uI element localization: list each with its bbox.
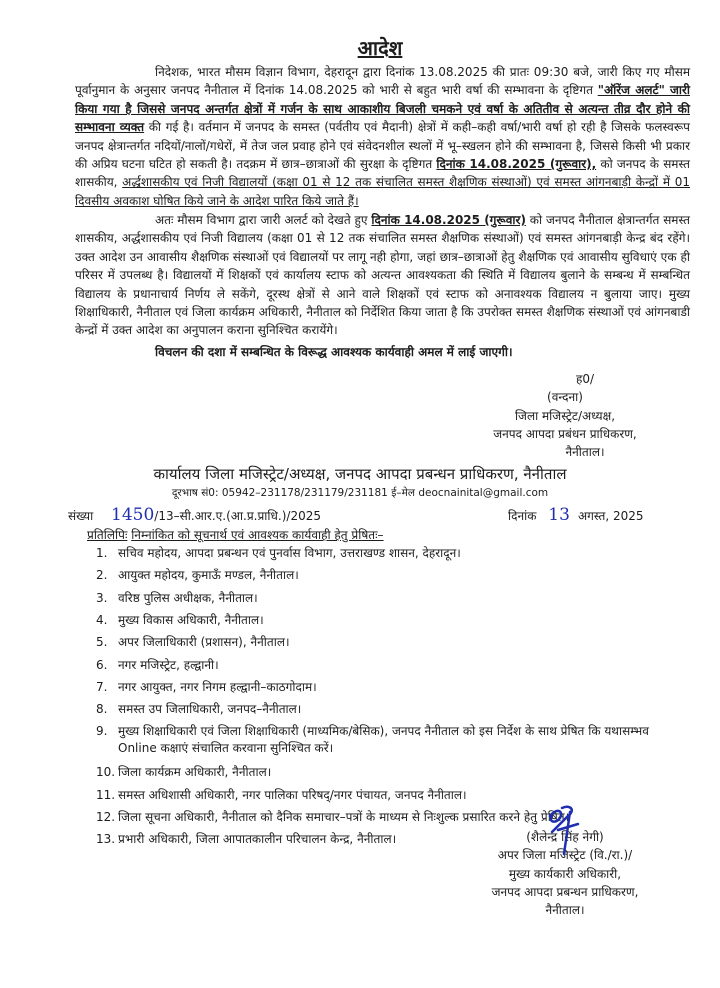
underlined-segment: अर्द्धशासकीय एवं निजी विद्यालयों (कक्षा 01 से 12 तक संचालित समस्त शैक्षणिक संस्थाओं) एवं समस्त आंगनबाड़ी केन्द्रों में 01 दिवसीय अवकाश घोषित किये जाने के आदेश पारित किये जाते हैं।: [75, 175, 690, 208]
signatory-designation: अपर जिला मजिस्ट्रेट (वि./रा.)/: [497, 848, 633, 863]
email-address: deocnainital@gmail.com: [418, 487, 549, 499]
recipient-text: अपर जिलाधिकारी (प्रशासन), नैनीताल।: [118, 635, 290, 650]
recipient-number: 3.: [96, 590, 108, 605]
recipient-item: [96, 723, 686, 757]
recipient-text: वरिष्ठ पुलिस अधीक्षक, नैनीताल।: [118, 590, 258, 605]
copy-label: प्रतिलिपिः: [87, 528, 128, 542]
recipient-item: [96, 764, 686, 781]
underlined-segment: "ऑरेंज अलर्ट" जारी किया गया है जिससे जनपद अन्तर्गत क्षेत्रों में गर्जन के साथ आकाशीय बिजली चमकने एवं वर्षा के अतितीव से अत्यन्त तीव्र दौर होने की सम्भावना व्यक्त: [75, 83, 690, 135]
order-paragraph-2: [75, 211, 690, 340]
recipient-text: मुख्य शिक्षाधिकारी एवं जिला शिक्षाधिकारी (माध्यमिक/बेसिक), जनपद नैनीताल को इस निर्देश के साथ प्रेषित कि यथासम्भव Online कक्षाएं संचालित करवाना सुनिश्चित करें।: [118, 724, 649, 756]
signatory-designation: जिला मजिस्ट्रेट/अध्यक्ष,: [514, 408, 616, 423]
office-heading: कार्यालय जिला मजिस्ट्रेट/अध्यक्ष, जनपद आपदा प्रबन्धन प्राधिकरण, नैनीताल: [153, 465, 567, 483]
recipient-text: सचिव महोदय, आपदा प्रबन्धन एवं पुनर्वास विभाग, उत्तराखण्ड शासन, देहरादून।: [118, 546, 461, 560]
copy-text: निम्नांकित को सूचनार्थ एवं आवश्यक कार्यवाही हेतु प्रेषितः–: [131, 528, 384, 542]
recipient-item: [96, 787, 686, 804]
signatory-place: नैनीताल।: [545, 903, 585, 918]
phone-label: दूरभाष सं0:: [171, 487, 219, 499]
recipient-item: [96, 567, 686, 584]
text-segment: अतः मौसम विभाग द्वारा जारी अलर्ट को देखते हुए: [155, 213, 372, 227]
order-paragraph-1: [75, 63, 690, 210]
recipient-number: 9.: [96, 724, 108, 739]
reference-date: [508, 505, 644, 525]
recipient-item: [96, 701, 686, 718]
recipient-item: [96, 679, 686, 696]
text-segment: को जनपद के समस्त शासकीय,: [75, 157, 690, 190]
recipient-text: प्रभारी अधिकारी, जिला आपातकालीन परिचालन केन्द्र, नैनीताल।: [118, 832, 397, 847]
recipient-text: समस्त अधिशासी अधिकारी, नगर पालिका परिषद्/नगर पंचायत, जनपद नैनीताल।: [118, 787, 467, 802]
recipient-item: [96, 590, 686, 607]
recipient-number: 4.: [96, 612, 108, 627]
recipient-number: 12.: [96, 810, 116, 824]
recipient-number: 5.: [96, 635, 108, 650]
signature-block-dm: [470, 370, 660, 461]
recipient-item: [96, 634, 686, 651]
handwritten-day: 13: [548, 505, 570, 525]
document-title: आदेश: [357, 36, 403, 60]
signatory-authority: जनपद आपदा प्रबन्धन प्राधिकरण,: [491, 884, 639, 899]
signature-block-adm: [470, 810, 660, 919]
recipient-text: नगर मजिस्ट्रेट, हल्द्वानी।: [118, 657, 219, 672]
email-label: ई–मेल: [391, 487, 416, 499]
handwritten-signature-icon: [542, 802, 582, 862]
office-contact: [0, 486, 720, 500]
signed-mark: ह0/: [575, 372, 595, 386]
reference-suffix: /13–सी.आर.ए.(आ.प्र.प्राधि.)/2025: [154, 509, 321, 523]
text-segment: की गई है। वर्तमान में जनपद के समस्त (पर्वतीय एवं मैदानी) क्षेत्रों में कही–कही वर्षा/भारी वर्षा हो रही है जिसके फलस्वरूप जनपद क्षेत्रान्तर्गत नदियों/नालों/गधेरों, में तेज जल प्रवाह होने एवं संवेदनशील स्थलों में भू–स्खलन होने की सम्भावना है, जिससे किसी भी प्रकार की अप्रिय घटना घटित हो सकती है। तदक्रम में छात्र–छात्राओं की सुरक्षा के दृष्टिगत: [75, 120, 690, 172]
date-month-year: अगस्त, 2025: [577, 509, 644, 523]
recipient-text: जिला कार्यक्रम अधिकारी, नैनीताल।: [118, 765, 272, 780]
date-label: दिनांक: [508, 509, 537, 523]
recipient-text: जिला सूचना अधिकारी, नैनीताल को दैनिक समाचार–पत्रों के माध्यम से निःशुल्क प्रसारित करने हेतु प्रेषित।: [118, 810, 570, 824]
recipient-text: समस्त उप जिलाधिकारी, जनपद–नैनीताल।: [118, 702, 302, 717]
reference-number: [68, 505, 321, 525]
recipient-number: 2.: [96, 568, 108, 583]
recipient-item: [96, 612, 686, 629]
recipient-item: [96, 545, 686, 562]
order-paragraph-3: [75, 343, 690, 361]
signatory-name: (वन्दना): [547, 390, 583, 405]
recipient-number: 8.: [96, 702, 108, 717]
underlined-date: दिनांक 14.08.2025 (गुरूवार),: [436, 157, 597, 172]
recipient-text: आयुक्त महोदय, कुमाऊँ मण्डल, नैनीताल।: [118, 568, 299, 583]
recipient-number: 6.: [96, 657, 108, 672]
phone-numbers: 05942–231178/231179/231181: [221, 487, 388, 499]
recipient-number: 13.: [96, 832, 116, 847]
text-segment: निदेशक, भारत मौसम विज्ञान विभाग, देहरादून द्वारा दिनांक 13.08.2025 की प्रातः 09:30 बजे, जारी किए गए मौसम पूर्वानुमान के अनुसार जनपद नैनीताल में दिनांक 14.08.2025 को भारी से बहुत भारी वर्षा की सम्भावना के दृष्टिगत: [75, 65, 690, 98]
signatory-place: नैनीताल।: [565, 445, 605, 460]
signatory-role: मुख्य कार्यकारी अधिकारी,: [508, 866, 622, 881]
recipient-number: 1.: [96, 546, 108, 560]
copy-to-line: [87, 526, 384, 543]
signatory-authority: जनपद आपदा प्रबंधन प्राधिकरण,: [493, 426, 637, 441]
underlined-date: दिनांक 14.08.2025 (गुरूवार): [371, 213, 526, 227]
recipient-item: [96, 657, 686, 674]
recipient-text: नगर आयुक्त, नगर निगम हल्द्वानी–काठगोदाम।: [118, 679, 317, 694]
recipient-number: 10.: [96, 765, 116, 780]
recipient-text: मुख्य विकास अधिकारी, नैनीताल।: [118, 612, 264, 627]
signatory-name: (शैलेन्द्र सिंह नेगी): [526, 830, 604, 844]
reference-label: संख्या: [68, 509, 94, 523]
text-segment: विचलन की दशा में सम्बन्धित के विरूद्ध आवश्यक कार्यवाही अमल में लाई जाएगी।: [155, 345, 513, 359]
handwritten-number: 1450: [111, 505, 155, 525]
recipient-number: 7.: [96, 679, 108, 694]
text-segment: को जनपद नैनीताल क्षेत्रान्तर्गत समस्त शासकीय, अर्द्धशासकीय एवं निजी विद्यालय (कक्षा 01 से 12 तक संचालित समस्त शैक्षणिक संस्थाओं) एवं समस्त आंगनबाड़ी केन्द्र बंद रहेंगे। उक्त आदेश उन आवासीय शैक्षणिक संस्थाओं एवं विद्यालयों पर लागू नही होगा, जहां छात्र–छात्राओं हेतु शैक्षणिक एवं आवासीय सुविधाएं एक ही परिसर में उपलब्ध है। विद्यालयों में शिक्षकों एवं कार्यालय स्टाफ को अत्यन्त आवश्यकता की स्थिति में विद्यालय बुलाने के सम्बन्ध में सम्बन्धित विद्यालय के प्रधानाचार्य निर्णय ले सकेंगे, दूरस्थ क्षेत्रों से आने वाले शिक्षकों एवं स्टाफ को अनावश्यक विद्यालय न बुलाया जाए। मुख्य शिक्षाधिकारी, नैनीताल एवं जिला कार्यक्रम अधिकारी, नैनीताल को निर्देशित किया जाता है कि उपरोक्त समस्त शैक्षणिक संस्थाओं एवं आंगनबाडी केन्द्रों में उक्त आदेश का अनुपालन कराना सुनिश्चित करायेंगे।: [75, 213, 690, 338]
recipient-number: 11.: [96, 787, 116, 802]
